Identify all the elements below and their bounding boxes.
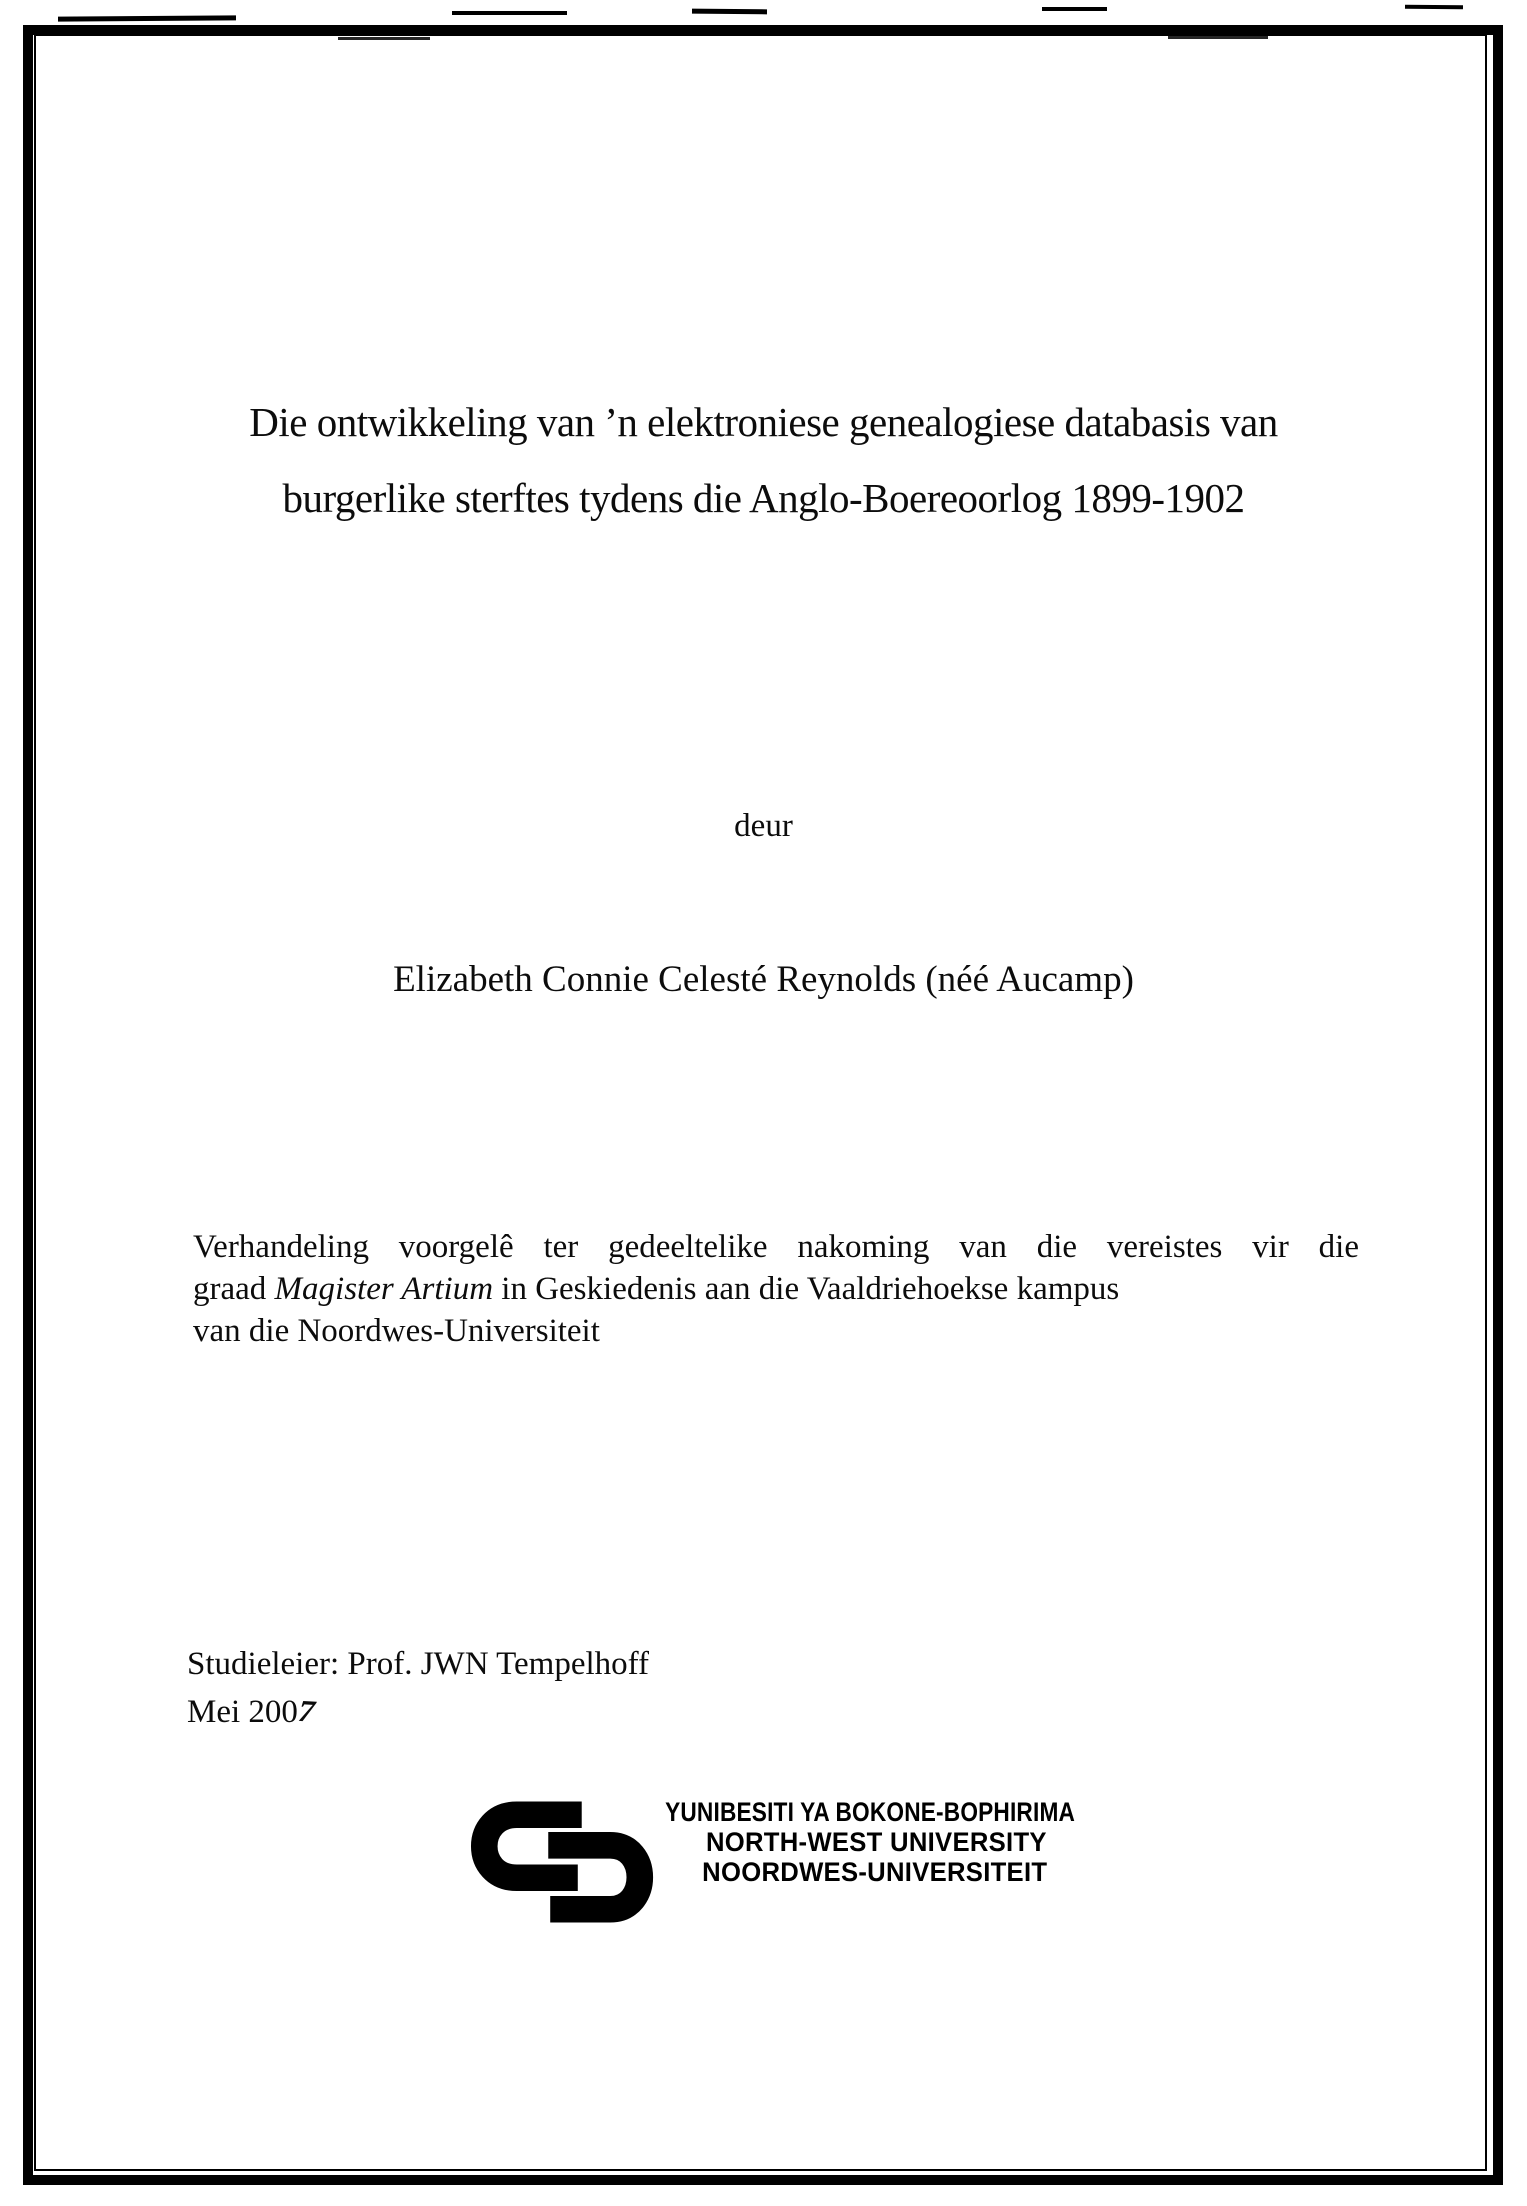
degree-statement-line2-suffix: in Geskiedenis aan die Vaaldriehoekse kampus: [493, 1271, 1120, 1307]
thesis-title-line2: burgerlike sterftes tydens die Anglo-Boereoorlog 1899-1902: [282, 475, 1245, 521]
scan-artifact: [692, 9, 767, 15]
scan-artifact: [1405, 5, 1463, 10]
logo-text-setswana: YUNIBESITI YA BOKONE-BOPHIRIMA: [665, 1797, 1076, 1827]
degree-statement-line3: van die Noordwes-Universiteit: [193, 1313, 600, 1349]
date-line: [187, 1688, 987, 1736]
logo-text-afrikaans: NOORDWES-UNIVERSITEIT: [701, 1857, 1047, 1887]
scan-artifact: [452, 11, 567, 15]
degree-statement: [193, 1226, 1359, 1352]
scan-artifact: [1042, 7, 1107, 11]
thesis-title-line1: Die ontwikkeling van ’n elektroniese genealogiese databasis van: [249, 399, 1278, 445]
degree-statement-line2: [193, 1268, 1359, 1310]
university-logo-text: [587, 1797, 1076, 1887]
date-prefix: Mei 200: [187, 1694, 298, 1730]
author-name: Elizabeth Connie Celesté Reynolds (néé Aucamp): [393, 959, 1134, 1000]
degree-statement-line2-prefix: graad: [193, 1271, 275, 1307]
supervisor-line: Studieleier: Prof. JWN Tempelhoff: [187, 1646, 650, 1682]
logo-text-english: NORTH-WEST UNIVERSITY: [706, 1827, 1047, 1857]
degree-statement-line1: Verhandeling voorgelê ter gedeeltelike nakoming van die vereistes vir die: [193, 1229, 1359, 1265]
degree-name-italic: Magister Artium: [274, 1271, 494, 1307]
scan-artifact: [58, 15, 236, 21]
date-handwritten-seven: 7: [293, 1695, 320, 1729]
supervisor-block: [187, 1640, 987, 1736]
byline-label: deur: [734, 808, 793, 844]
thesis-title: [0, 384, 1527, 536]
